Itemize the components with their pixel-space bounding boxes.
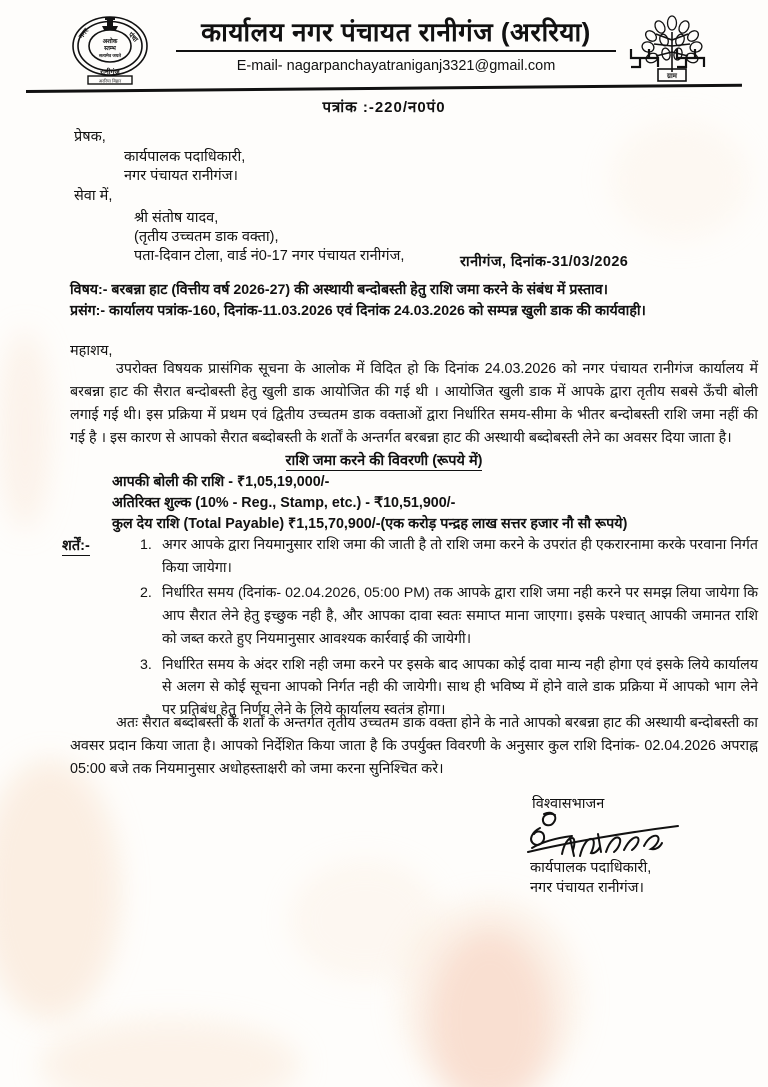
from-line-2: नगर पंचायत रानीगंज। [124,168,238,184]
paper-stain [0,330,50,530]
paper-stain [0,760,120,1020]
amount-section-heading [0,450,768,470]
to-line-2: (तृतीय उच्चतम डाक वक्ता), [134,229,279,245]
amount-row-additional-fee: अतिरिक्त शुल्क (10% - Reg., Stamp, etc.) - ₹10,51,900/- [112,495,456,511]
svg-text:पंचा: पंचा [126,31,139,44]
paper-stain [40,1020,300,1087]
reference-line: प्रसंग:- कार्यालय पत्रांक-160, दिनांक-11.03.2026 एवं दिनांक 24.03.2026 को सम्पन्न खुली डाक की कार्यवाही। [70,303,646,319]
list-item-number: 3. [140,656,152,673]
letterhead [0,0,768,92]
terms-label: शर्तें:- [62,535,90,556]
handwritten-signature [510,808,700,864]
from-line-1: कार्यपालक पदाधिकारी, [124,149,246,165]
paper-stain [430,930,550,1087]
svg-text:स्तम्भ: स्तम्भ [104,46,116,52]
closing-paragraph: अतः सैरात बब्दोबस्ती के शर्तों के अन्तर्गत तृतीय उच्चतम डाक वक्ता होने के नाते आपको बरबन्ना हाट की अस्थायी बन्दोबस्ती का अवसर प्रदान किया जाता है। आपको निर्देशित किया जाता है कि उपर्युक्त विवरणी के अनुसार कुल राशि दिनांक- 02.04.2026 अपराह्न 05:00 बजे तक नियमानुसार अधोहस्ताक्षरी को जमा करना सुनिश्चित करे। [70,715,758,778]
letter-number: पत्रांक :-220/न0पं0 [322,99,446,116]
list-item-text: निर्धारित समय के अंदर राशि नही जमा करने पर इसके बाद आपका कोई दावा मान्य नही होगा एवं इसके लिये कार्यालय से अलग से कोई सूचना आपको निर्गत नही की जायेगी। साथ ही भविष्य में होने वाले डाक प्रक्रिया में आपको भाग लेने पर प्रतिबंध हेतु निर्णय लेने के लिये कार्यालय स्वतंत्र होगा। [162,656,758,719]
svg-text:ग्राम: ग्राम [667,73,677,80]
paper-stain [290,860,440,980]
list-item [140,582,758,650]
list-item-number: 1. [140,537,152,553]
list-item-text: अगर आपके द्वारा नियमानुसार राशि जमा की जाती है तो राशि जमा करने के उपरांत ही एकरारनामा करके परवाना निर्गत किया जायेगा। [162,537,758,576]
municipal-seal-emblem [62,12,158,88]
amount-section-heading-text: राशि जमा करने की विवरणी (रूपये में) [285,453,483,469]
salutation: महाशय, [70,343,113,359]
svg-text:सत्यमेव जयते: सत्यमेव जयते [99,53,121,58]
office-email: E-mail- nagarpanchayatraniganj3321@gmail.com [236,58,556,74]
to-line-3: पता-दिवान टोला, वार्ड नं0-17 नगर पंचायत रानीगंज, [134,248,405,264]
closing-salutation: विश्वासभाजन [532,796,605,812]
paper-stain [400,900,580,1087]
paper-stain [610,120,750,240]
place-and-date: रानीगंज, दिनांक-31/03/2026 [460,254,629,270]
from-label: प्रेषक, [74,129,106,145]
signatory-office: नगर पंचायत रानीगंज। [530,880,644,896]
tree-swastika-emblem [626,14,718,88]
to-label: सेवा में, [74,188,113,204]
svg-text:अररिया बिहार: अररिया बिहार [98,78,122,84]
amount-row-total-payable: कुल देय राशि (Total Payable) ₹1,15,70,900/-(एक करोड़ पन्द्रह लाख सत्तर हजार नौ सौ रूपये) [112,516,628,532]
svg-text:नगर: नगर [78,27,91,41]
office-title: कार्यालय नगर पंचायत रानीगंज (अररिया) [176,18,616,52]
terms-list [140,534,758,725]
signatory-designation: कार्यपालक पदाधिकारी, [530,860,652,876]
svg-text:अशोक: अशोक [102,39,118,45]
list-item-number: 2. [140,585,152,602]
main-paragraph: उपरोक्त विषयक प्रासंगिक सूचना के आलोक में विदित हो कि दिनांक 24.03.2026 को नगर पंचायत रानीगंज कार्यालय में बरबन्ना हाट की सैरात बन्दोबस्ती हेतु खुली डाक आयोजित की गई थी । आयोजित खुली डाक में आपके द्वारा तृतीय सबसे ऊँची बोली लगाई गई थी। इस प्रक्रिया में प्रथम एवं द्वितीय उच्चतम डाक वक्ताओं द्वारा निर्धारित समय-सीमा के भीतर बन्दोबस्ती राशि जमा नहीं की गई है । इस कारण से आपको सैरात बब्दोबस्ती के शर्तों के अन्तर्गत बरबन्ना हाट की अस्थायी बब्दोबस्ती लेने का अवसर दिया जाता है। [70,361,758,447]
svg-text:रानीगंज: रानीगंज [100,69,120,76]
list-item [140,534,758,579]
amount-row-bid: आपकी बोली की राशि - ₹1,05,19,000/- [112,474,330,490]
subject-line: विषय:- बरबन्ना हाट (वित्तीय वर्ष 2026-27) की अस्थायी बन्दोबस्ती हेतु राशि जमा करने के संबंध में प्रस्ताव। [70,282,608,298]
list-item-text: निर्धारित समय (दिनांक- 02.04.2026, 05:00 PM) तक आपके द्वारा राशि जमा नही करने पर समझ लिया जायेगा कि आप सैरात लेने हेतु इच्छुक नही है, और आपका दावा स्वतः समाप्त माना जाएगा। इसके पश्चात् आपकी जमानत राशि को जब्त करते हुए नियमानुसार आवश्यक कार्रवाई की जायेगी। [162,585,758,647]
to-line-1: श्री संतोष यादव, [134,210,219,226]
